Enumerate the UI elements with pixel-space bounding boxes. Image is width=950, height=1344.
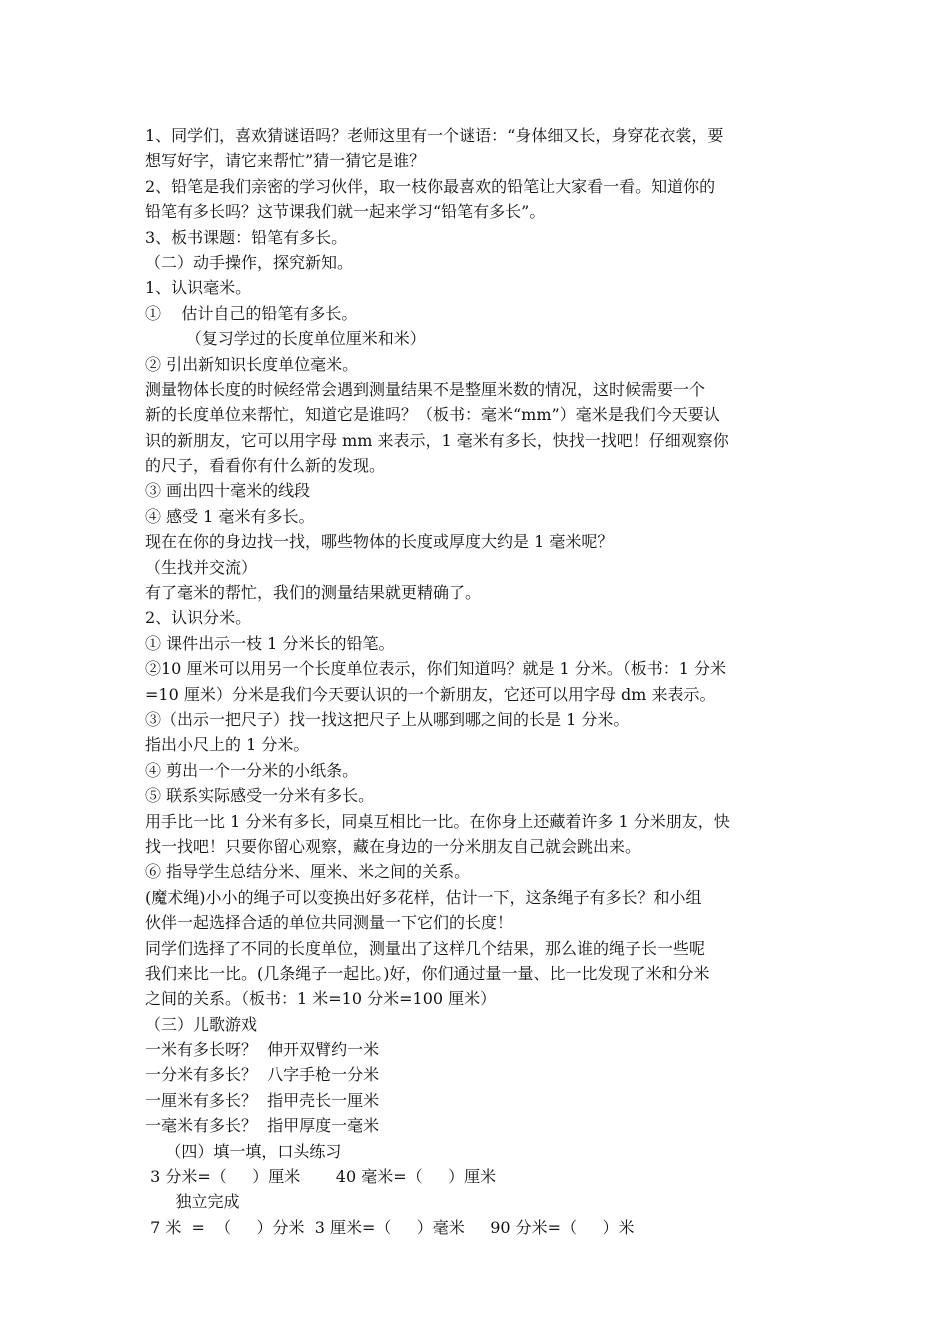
text-line: 的尺子，看看你有什么新的发现。 — [145, 456, 386, 476]
text-line: ③ 画出四十毫米的线段 — [145, 481, 311, 501]
text-line: ④ 感受 1 毫米有多长。 — [145, 506, 315, 526]
rhyme-line: 一米有多长呀？ 伸开双臂约一米 — [145, 1040, 380, 1060]
text-line: 1、同学们，喜欢猜谜语吗？老师这里有一个谜语：“身体细又长，身穿花衣裳，要 — [145, 126, 724, 145]
text-line: (魔术绳)小小的绳子可以变换出好多花样，估计一下，这条绳子有多长？和小组 — [145, 887, 702, 907]
text-line: 同学们选择了不同的长度单位，测量出了这样几个结果，那么谁的绳子长一些呢 — [145, 938, 706, 958]
text-line: 新的长度单位来帮忙，知道它是谁吗？（板书：毫米“mm”）毫米是我们今天要认 — [145, 405, 720, 425]
text-line: 2、认识分米。 — [145, 608, 252, 628]
text-line: 用手比一比 1 分米有多长，同桌互相比一比。在你身上还藏着许多 1 分米朋友，快 — [145, 811, 730, 831]
text-line: ① 课件出示一枝 1 分米长的铅笔。 — [145, 633, 395, 653]
text-line: 独立完成 — [145, 1192, 240, 1212]
text-line: ④ 剪出一个一分米的小纸条。 — [145, 760, 359, 780]
document-body — [145, 123, 815, 1240]
text-line: 现在在你的身边找一找，哪些物体的长度或厚度大约是 1 毫米呢？ — [145, 532, 614, 552]
rhyme-line: 一毫米有多长？ 指甲厚度一毫米 — [145, 1116, 380, 1136]
rhyme-line: 一分米有多长？ 八字手枪一分米 — [145, 1065, 380, 1085]
text-line: 想写好字，请它来帮忙”猜一猜它是谁？ — [145, 151, 426, 171]
text-line: （复习学过的长度单位厘米和米） — [145, 329, 426, 349]
text-line: ① 估计自己的铅笔有多长。 — [145, 303, 358, 323]
text-line: 识的新朋友，它可以用字母 mm 来表示，1 毫米有多长，快找一找吧！仔细观察你 — [145, 430, 729, 450]
text-line: 2、铅笔是我们亲密的学习伙伴，取一枝你最喜欢的铅笔让大家看一看。知道你的 — [145, 176, 716, 196]
text-line: （生找并交流） — [145, 557, 258, 577]
text-line: 1、认识毫米。 — [145, 278, 252, 298]
text-line: ② 引出新知识长度单位毫米。 — [145, 354, 359, 374]
text-line: 之间的关系。（板书：1 米=10 分米=100 厘米） — [145, 989, 497, 1009]
text-line: 3、板书课题：铅笔有多长。 — [145, 227, 348, 247]
text-line: ③（出示一把尺子）找一找这把尺子上从哪到哪之间的长是 1 分米。 — [145, 709, 630, 729]
text-line: =10 厘米）分米是我们今天要认识的一个新朋友，它还可以用字母 dm 来表示。 — [145, 684, 716, 704]
rhyme-line: 一厘米有多长？ 指甲壳长一厘米 — [145, 1090, 380, 1110]
text-line: ⑤ 联系实际感受一分米有多长。 — [145, 786, 375, 806]
text-line: ②10 厘米可以用另一个长度单位表示，你们知道吗？就是 1 分米。（板书：1 分米 — [145, 659, 727, 679]
text-line: 测量物体长度的时候经常会遇到测量结果不是整厘米数的情况，这时候需要一个 — [145, 379, 706, 399]
text-line: 我们来比一比。(几条绳子一起比。)好，你们通过量一量、比一比发现了米和分米 — [145, 963, 710, 983]
text-line: 有了毫米的帮忙，我们的测量结果就更精确了。 — [145, 583, 482, 603]
exercise-line: 7 米 = （ ）分米 3 厘米=（ ）毫米 90 分米=（ ）米 — [145, 1217, 635, 1237]
text-line: 找一找吧！只要你留心观察，藏在身边的一分米朋友自己就会跳出来。 — [145, 836, 642, 856]
text-line: ⑥ 指导学生总结分米、厘米、米之间的关系。 — [145, 862, 471, 882]
section-heading: （二）动手操作，探究新知。 — [145, 252, 354, 272]
text-line: 指出小尺上的 1 分米。 — [145, 735, 310, 755]
text-line: 伙伴一起选择合适的单位共同测量一下它们的长度！ — [145, 913, 514, 933]
section-heading: （三）儿歌游戏 — [145, 1014, 258, 1034]
text-line: 铅笔有多长吗？这节课我们就一起来学习“铅笔有多长”。 — [145, 202, 546, 222]
section-heading: （四）填一填，口头练习 — [145, 1141, 342, 1161]
exercise-line: 3 分米=（ ）厘米 40 毫米=（ ）厘米 — [145, 1167, 497, 1187]
